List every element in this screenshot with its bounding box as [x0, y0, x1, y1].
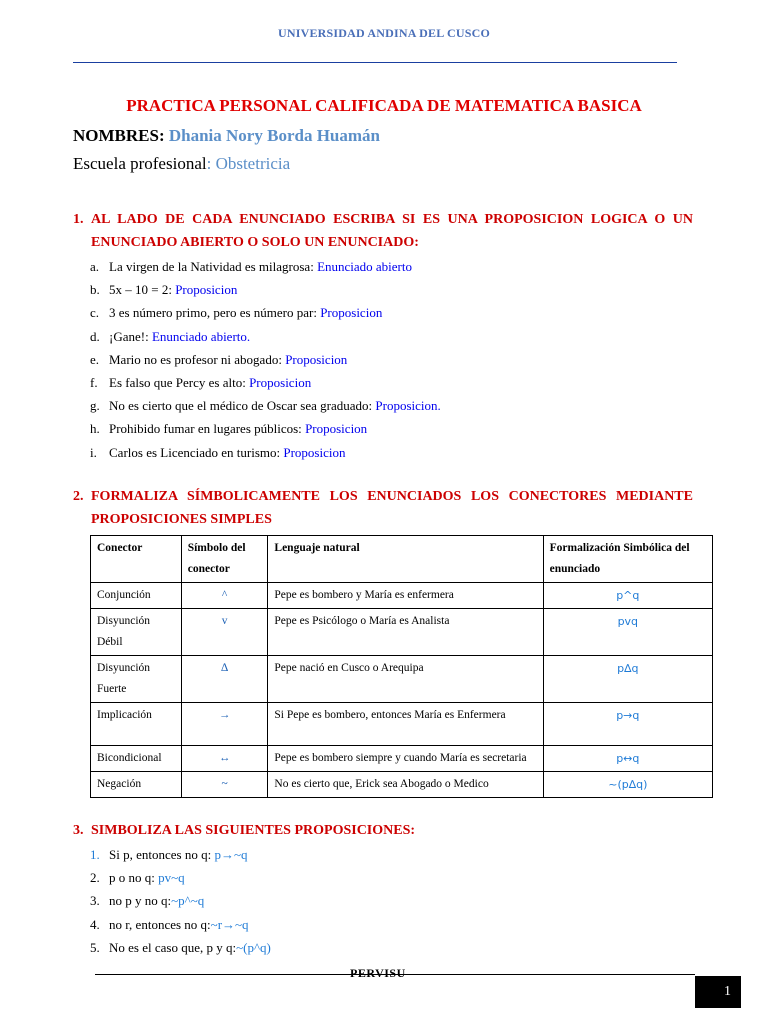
- list-item: [90, 889, 271, 912]
- page-number: 1: [695, 976, 741, 1008]
- symbol-cell: ~: [181, 772, 268, 798]
- section-1-heading: [73, 208, 693, 254]
- table-row: [91, 746, 713, 772]
- list-item: [90, 866, 271, 889]
- item-marker: e.: [90, 351, 100, 367]
- list-item: [90, 371, 441, 394]
- item-answer: Enunciado abierto: [317, 259, 412, 274]
- item-answer: Proposicion: [175, 282, 238, 298]
- item-text: ¡Gane!:: [109, 328, 152, 344]
- item-marker: 4.: [90, 916, 100, 932]
- connector-cell: Implicación: [91, 703, 182, 746]
- symbol-cell: ∆: [181, 656, 268, 703]
- symbol-cell: v: [181, 609, 268, 656]
- school-value: : Obstetricia: [206, 154, 291, 173]
- section-3-text: SIMBOLIZA LAS SIGUIENTES PROPOSICIONES:: [91, 823, 416, 838]
- item-answer: Proposicion: [320, 305, 383, 321]
- item-answer: Proposicion: [305, 421, 368, 437]
- symbol-cell: ↔: [181, 746, 268, 772]
- item-marker: h.: [90, 421, 100, 437]
- formal-cell: p→q: [543, 703, 712, 746]
- section-1-number: 1.: [73, 212, 84, 227]
- natural-cell: No es cierto que, Erick sea Abogado o Medico: [268, 772, 543, 798]
- symbol-cell: ^: [181, 583, 268, 609]
- page-title: PRACTICA PERSONAL CALIFICADA DE MATEMATICA BASICA: [126, 96, 642, 115]
- list-item: [90, 843, 271, 866]
- table-header-row: [91, 536, 713, 583]
- item-answer: Proposicion: [249, 375, 312, 391]
- item-marker: 3.: [90, 893, 100, 909]
- table-row: [91, 656, 713, 703]
- item-answer: pv~q: [158, 870, 185, 886]
- item-text: 3 es número primo, pero es número par:: [109, 305, 321, 321]
- list-item: [90, 255, 441, 278]
- footer-text: PERVISU: [350, 966, 406, 980]
- item-marker: c.: [90, 305, 100, 321]
- item-answer: Proposicion: [283, 444, 346, 460]
- table-row: [91, 703, 713, 746]
- school-label: Escuela profesional: [73, 154, 207, 173]
- table-row: [91, 583, 713, 609]
- name-value: Dhania Nory Borda Huamán: [168, 126, 380, 145]
- list-item: [90, 417, 441, 440]
- item-answer: ~r→~q: [210, 916, 249, 932]
- item-text: Mario no es profesor ni abogado:: [109, 351, 286, 367]
- item-text: p o no q:: [109, 870, 159, 886]
- item-marker: 2.: [90, 870, 100, 886]
- list-item: [90, 936, 271, 959]
- table-row: [91, 772, 713, 798]
- section-2-text: FORMALIZA SÍMBOLICAMENTE LOS ENUNCIADOS LOS CONECTORES MEDIANTE PROPOSICIONES SIMPLES: [91, 489, 693, 527]
- connector-cell: Disyunción Fuerte: [91, 656, 182, 703]
- list-item: [90, 913, 271, 936]
- item-marker: b.: [90, 282, 100, 298]
- item-text: No es cierto que el médico de Oscar sea graduado:: [109, 398, 376, 414]
- item-marker: d.: [90, 328, 100, 344]
- item-text: Prohibido fumar en lugares públicos:: [109, 421, 306, 437]
- section-1-text: AL LADO DE CADA ENUNCIADO ESCRIBA SI ES UNA PROPOSICION LOGICA O UN ENUNCIADO ABIERTO O SOLO UN ENUNCIADO:: [91, 212, 693, 250]
- table-row: [91, 609, 713, 656]
- item-answer: Proposicion: [285, 351, 348, 367]
- item-answer: ~p^~q: [171, 893, 205, 909]
- item-marker: a.: [90, 259, 100, 274]
- item-answer: p→~q: [214, 847, 248, 862]
- header-cell: Símbolo del conector: [181, 536, 268, 583]
- list-item: [90, 394, 441, 417]
- item-text: Carlos es Licenciado en turismo:: [109, 444, 284, 460]
- section-1-list: [90, 255, 441, 464]
- item-text: Es falso que Percy es alto:: [109, 375, 250, 391]
- item-marker: 1.: [90, 847, 100, 862]
- symbol-cell: →: [181, 703, 268, 746]
- section-2-number: 2.: [73, 489, 84, 504]
- header-cell: Formalización Simbólica del enunciado: [543, 536, 712, 583]
- list-item: [90, 278, 441, 301]
- connector-table: [90, 535, 713, 798]
- header-cell: Conector: [91, 536, 182, 583]
- item-marker: i.: [90, 444, 97, 460]
- item-answer: Proposicion.: [375, 398, 441, 414]
- section-3-heading: [73, 819, 693, 842]
- item-marker: 5.: [90, 939, 100, 955]
- connector-cell: Disyunción Débil: [91, 609, 182, 656]
- section-2-heading: [73, 485, 693, 531]
- item-text: no p y no q:: [109, 893, 172, 909]
- natural-cell: Pepe nació en Cusco o Arequipa: [268, 656, 543, 703]
- item-answer: Enunciado abierto.: [151, 328, 251, 344]
- item-answer: ~(p^q): [236, 939, 271, 955]
- section-3-number: 3.: [73, 823, 84, 838]
- item-text: La virgen de la Natividad es milagrosa:: [109, 259, 318, 274]
- formal-cell: p↔q: [543, 746, 712, 772]
- item-text: No es el caso que, p y q:: [109, 939, 237, 955]
- item-marker: g.: [90, 398, 100, 414]
- natural-cell: Pepe es bombero y María es enfermera: [268, 583, 543, 609]
- footer-divider: [95, 974, 695, 975]
- formal-cell: pvq: [543, 609, 712, 656]
- natural-cell: Pepe es bombero siempre y cuando María es secretaria: [268, 746, 543, 772]
- connector-cell: Conjunción: [91, 583, 182, 609]
- list-item: [90, 325, 441, 348]
- student-name-line: [73, 126, 380, 146]
- university-header: UNIVERSIDAD ANDINA DEL CUSCO: [278, 26, 490, 40]
- connector-cell: Bicondicional: [91, 746, 182, 772]
- item-text: 5x – 10 = 2:: [109, 282, 176, 298]
- formal-cell: p∆q: [543, 656, 712, 703]
- formal-cell: p^q: [543, 583, 712, 609]
- list-item: [90, 348, 441, 371]
- header-divider: [73, 62, 677, 63]
- item-text: no r, entonces no q:: [109, 916, 211, 932]
- list-item: [90, 441, 441, 464]
- natural-cell: Pepe es Psicólogo o María es Analista: [268, 609, 543, 656]
- item-marker: f.: [90, 375, 98, 391]
- school-line: [73, 154, 290, 174]
- connector-cell: Negación: [91, 772, 182, 798]
- header-cell: Lenguaje natural: [268, 536, 543, 583]
- section-3-list: [90, 843, 271, 959]
- name-label: NOMBRES:: [73, 126, 165, 145]
- natural-cell: Si Pepe es bombero, entonces María es Enfermera: [268, 703, 543, 746]
- item-text: Si p, entonces no q:: [109, 847, 215, 862]
- formal-cell: ~(p∆q): [543, 772, 712, 798]
- list-item: [90, 301, 441, 324]
